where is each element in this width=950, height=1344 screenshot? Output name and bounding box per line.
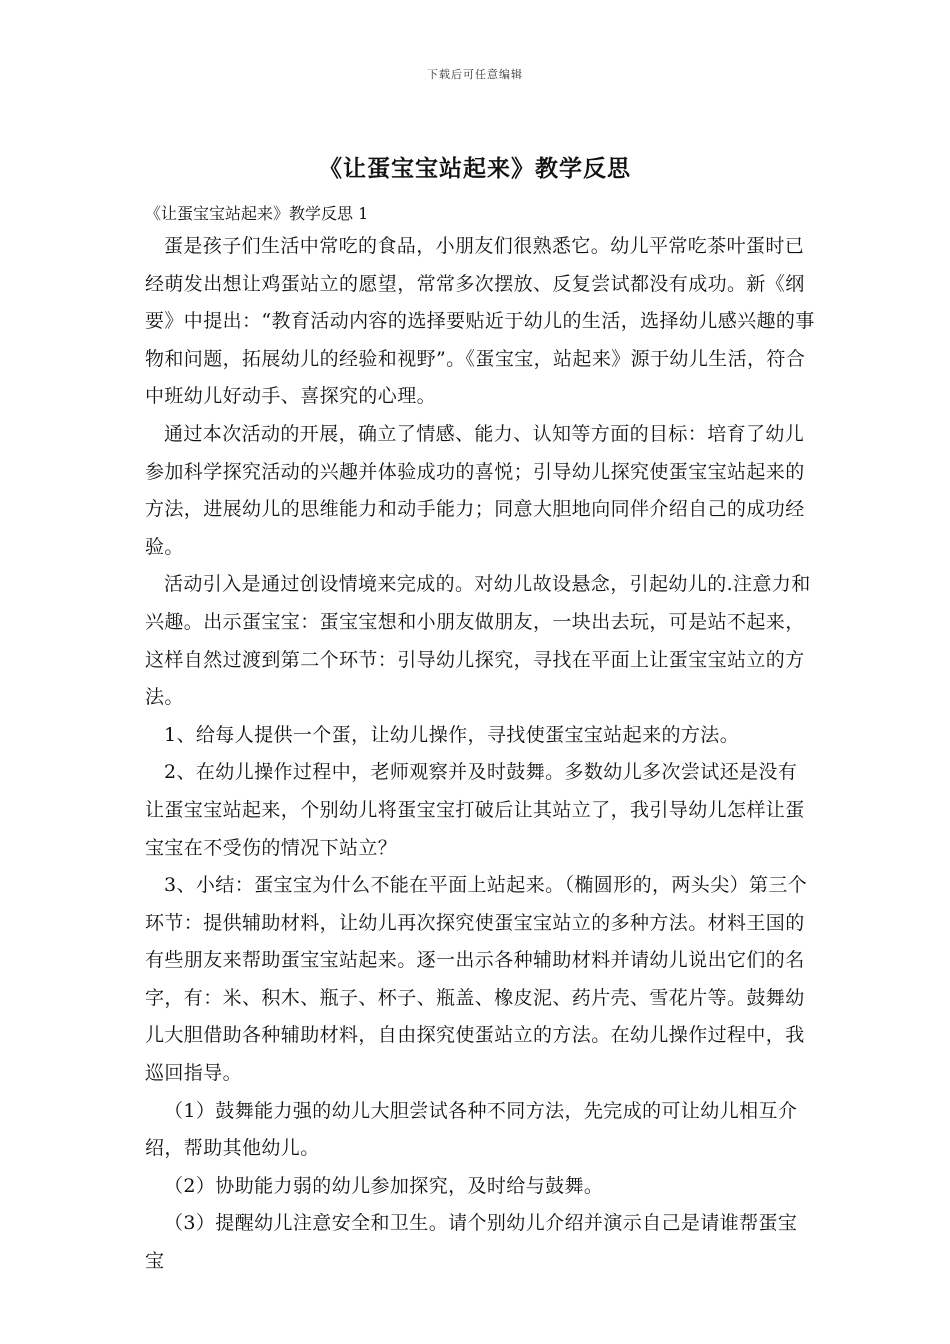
paragraph: 1、给每人提供一个蛋，让幼儿操作，寻找使蛋宝宝站起来的方法。: [164, 723, 740, 746]
document-subtitle: 《让蛋宝宝站起来》教学反思 1: [145, 204, 369, 223]
paragraph: 蛋是孩子们生活中常吃的食品，小朋友们很熟悉它。幼儿平常吃茶叶蛋时已经萌发出想让鸡蛋站立的愿望，常常多次摆放、反复尝试都没有成功。新《纲要》中提出：“教育活动内容的选择要贴近于幼儿的生活，选择幼儿感兴趣的事物和问题，拓展幼儿的经验和视野”。《蛋宝宝，站起来》源于幼儿生活，符合中班幼儿好动手、喜探究的心理。: [145, 235, 815, 408]
paragraph: 3、小结：蛋宝宝为什么不能在平面上站起来。（椭圆形的，两头尖）第三个环节：提供辅助材料，让幼儿再次探究使蛋宝宝站立的多种方法。材料王国的有些朋友来帮助蛋宝宝站起来。逐一出示各种辅助材料并请幼儿说出它们的名字，有：米、积木、瓶子、杯子、瓶盖、橡皮泥、药片壳、雪花片等。鼓舞幼儿大胆借助各种辅助材料，自由探究使蛋站立的方法。在幼儿操作过程中，我巡回指导。: [145, 874, 808, 1085]
paragraph: （1）鼓舞能力强的幼儿大胆尝试各种不同方法，先完成的可让幼儿相互介绍，帮助其他幼儿。: [145, 1099, 798, 1160]
paragraph: 2、在幼儿操作过程中，老师观察并及时鼓舞。多数幼儿多次尝试还是没有让蛋宝宝站起来，个别幼儿将蛋宝宝打破后让其站立了，我引导幼儿怎样让蛋宝宝在不受伤的情况下站立？: [145, 761, 805, 859]
paragraph: 活动引入是通过创设情境来完成的。对幼儿故设悬念，引起幼儿的.注意力和兴趣。出示蛋宝宝：蛋宝宝想和小朋友做朋友，一块出去玩，可是站不起来，这样自然过渡到第二个环节：引导幼儿探究，寻找在平面上让蛋宝宝站立的方法。: [145, 573, 811, 709]
paragraph: 通过本次活动的开展，确立了情感、能力、认知等方面的目标：培育了幼儿参加科学探究活动的兴趣并体验成功的喜悦；引导幼儿探究使蛋宝宝站起来的方法，进展幼儿的思维能力和动手能力；同意大胆地向同伴介绍自己的成功经验。: [145, 422, 805, 558]
document-title: 《让蛋宝宝站起来》教学反思: [319, 155, 631, 182]
paragraph: （2）协助能力弱的幼儿参加探究，及时给与鼓舞。: [164, 1174, 604, 1197]
paragraph: （3）提醒幼儿注意安全和卫生。请个别幼儿介绍并演示自己是请谁帮蛋宝宝: [145, 1212, 798, 1273]
document-body: [145, 228, 815, 1281]
header-note: 下载后可任意编辑: [427, 68, 523, 81]
